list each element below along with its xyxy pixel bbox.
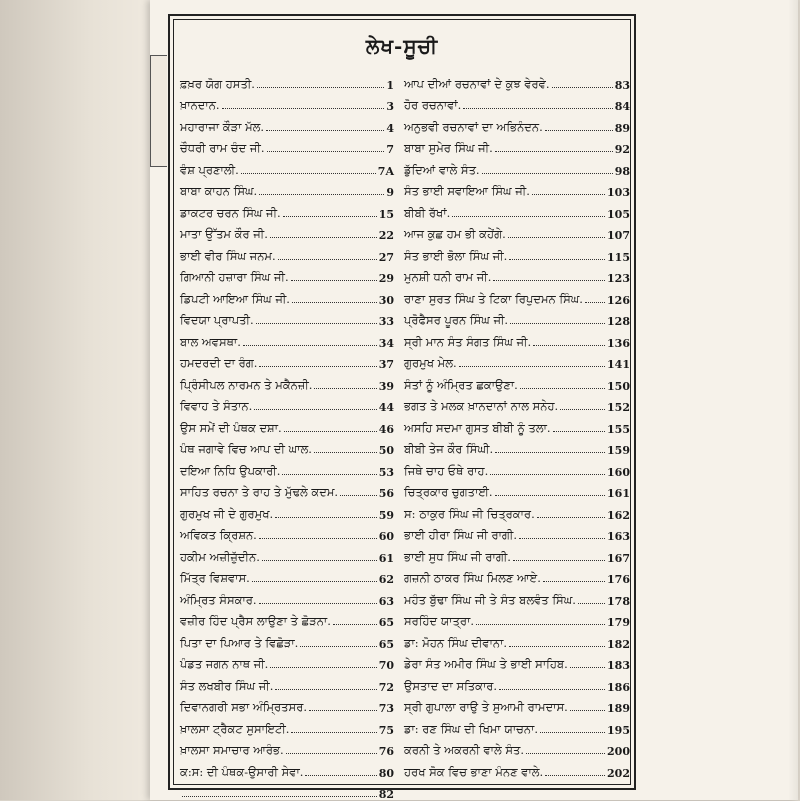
toc-entry-page-number: 61 [379, 552, 394, 565]
toc-entry [180, 694, 394, 716]
dot-leader [540, 731, 605, 733]
dot-leader [282, 473, 376, 475]
toc-entry-page-number: 182 [607, 638, 630, 651]
toc-entry-page-number: 72 [379, 681, 394, 694]
toc-entry-page-number: 7 [386, 143, 394, 156]
toc-entry-title: ਚਿਤ੍ਰਕਾਰ ਚੁਗਤਾਈ. [404, 485, 493, 500]
toc-entry-page-number: 33 [379, 315, 394, 328]
toc-entry-page-number: 53 [379, 466, 394, 479]
toc-entry-page-number: 152 [607, 401, 630, 414]
toc-entry-page-number: 161 [607, 487, 630, 500]
toc-entry-page-number: 195 [607, 724, 630, 737]
dot-leader [254, 408, 376, 410]
toc-entry-title: ਅਸਹਿ ਸਦਮਾ ਗੁਸਤ ਬੀਬੀ ਨੂੰ ਤਲਾ. [404, 421, 551, 436]
toc-entry-title: ਭਾਈ ਵੀਰ ਸਿੰਘ ਜਨਮ. [180, 249, 276, 264]
toc-entry-title: ਦਇਆ ਨਿਧਿ ਉਪਕਾਰੀ. [180, 464, 280, 479]
toc-entry-page-number: 155 [607, 423, 630, 436]
toc-entry-page-number: 76 [379, 745, 394, 758]
toc-entry-page-number: 178 [607, 595, 630, 608]
dot-leader [314, 451, 377, 453]
toc-entry-title: ਖ਼ਾਲਸਾ ਸਮਾਚਾਰ ਆਰੰਭ. [180, 743, 284, 758]
toc-entry [404, 672, 630, 694]
toc-entry-page-number: 176 [607, 573, 630, 586]
toc-entry [180, 737, 394, 759]
dot-leader [509, 258, 605, 260]
toc-entry-title: ਭਾਈ ਹੀਰਾ ਸਿੰਘ ਜੀ ਰਾਗੀ. [404, 528, 517, 543]
toc-entry [404, 758, 630, 780]
toc-entry-title: ਸ੍ਰੀ ਮਾਨ ਸੰਤ ਸੰਗਤ ਸਿੰਘ ਜੀ. [404, 335, 531, 350]
toc-entry-title: ਸਾਹਿਤ ਰਚਨਾ ਤੇ ਰਾਹ ਤੇ ਮੁੱਢਲੇ ਕਦਮ. [180, 485, 338, 500]
toc-entry [404, 715, 630, 737]
toc-entry-title: ਡਿਪਟੀ ਆਇਆ ਸਿੰਘ ਜੀ. [180, 292, 290, 307]
dot-leader [291, 731, 376, 733]
toc-entry [404, 221, 630, 243]
dot-leader [459, 365, 605, 367]
toc-entry-title: ਡੇਰਾ ਸੰਤ ਅਮੀਰ ਸਿੰਘ ਤੇ ਭਾਈ ਸਾਹਿਬ. [404, 657, 568, 672]
dot-leader [499, 688, 605, 690]
toc-entry [180, 479, 394, 501]
toc-entry-title: ਡਾਕਟਰ ਚਰਨ ਸਿੰਘ ਜੀ. [180, 206, 281, 221]
toc-entry [180, 70, 394, 92]
toc-entry [180, 457, 394, 479]
dot-leader [526, 752, 605, 754]
toc-entry-page-number: 65 [379, 616, 394, 629]
dot-leader [493, 279, 605, 281]
dot-leader [259, 365, 376, 367]
toc-entry-title: ਸੰਤ ਭਾਈ ਭੋਲਾ ਸਿੰਘ ਜੀ. [404, 249, 507, 264]
toc-entry-title: ਸੰਤਾਂ ਨੂੰ ਅੰਮ੍ਰਿਤ ਛਕਾਉਣਾ. [404, 378, 518, 393]
dot-leader [222, 107, 385, 109]
toc-entry-page-number: 80 [379, 767, 394, 780]
toc-entry [404, 264, 630, 286]
toc-entry-title: ਵੰਸ਼ ਪ੍ਰਣਾਲੀ. [180, 163, 239, 178]
toc-entry-page-number: 63 [379, 595, 394, 608]
toc-entry-title: ਭਗਤ ਤੇ ਮਲਕ ਖ਼ਾਨਦਾਨਾਂ ਨਾਲ ਸਨੇਹ. [404, 399, 558, 414]
dot-leader [532, 193, 605, 195]
dot-leader [283, 215, 377, 217]
toc-entry [180, 586, 394, 608]
toc-entry [180, 92, 394, 114]
toc-entry [180, 608, 394, 630]
dot-leader [284, 430, 377, 432]
dot-leader [545, 129, 613, 131]
toc-entry [180, 178, 394, 200]
dot-leader [300, 645, 376, 647]
toc-entry-page-number: 84 [615, 100, 630, 113]
toc-entry-title: ਗੁਰਮੁਖ ਮੇਲ. [404, 356, 457, 371]
toc-entry [404, 242, 630, 264]
toc-entry-page-number: 159 [607, 444, 630, 457]
toc-entry-page-number: 4 [386, 122, 394, 135]
background-previous-page [0, 0, 150, 800]
toc-entry-title: ਸ: ਠਾਕੁਰ ਸਿੰਘ ਜੀ ਚਿਤ੍ਰਕਾਰ. [404, 507, 535, 522]
dot-leader [560, 408, 605, 410]
toc-entry [180, 371, 394, 393]
toc-entry-page-number: 39 [379, 380, 394, 393]
dot-leader [490, 473, 605, 475]
dot-leader [463, 107, 612, 109]
toc-entry [180, 242, 394, 264]
toc-entry-page-number: 3 [386, 100, 394, 113]
toc-entry [404, 178, 630, 200]
dot-leader [340, 494, 377, 496]
toc-entry-page-number: 163 [607, 530, 630, 543]
toc-entry [404, 565, 630, 587]
toc-entry-page-number: 92 [615, 143, 630, 156]
toc-entry [180, 758, 394, 780]
toc-entry [404, 113, 630, 135]
toc-entry [404, 694, 630, 716]
toc-entry [404, 156, 630, 178]
dot-leader [508, 236, 605, 238]
toc-entry-page-number: 62 [379, 573, 394, 586]
toc-entry-title: ਮੁਨਸ਼ੀ ਧਨੀ ਰਾਮ ਜੀ. [404, 270, 491, 285]
dot-leader [270, 236, 377, 238]
toc-entry-title: ਰਾਣਾ ਸੁਰਤ ਸਿੰਘ ਤੇ ਟਿਕਾ ਰਿਪੁਦਮਨ ਸਿੰਘ. [404, 292, 583, 307]
toc-entry-title: ਗੁਰਮੁਖ ਜੀ ਦੇ ਗੁਰਮੁਖ. [180, 507, 273, 522]
toc-entry [404, 586, 630, 608]
toc-entry-title: ਖ਼ਾਲਸਾ ਟ੍ਰੈਕਟ ਸੁਸਾਇਟੀ. [180, 722, 289, 737]
toc-entry-page-number: 27 [379, 251, 394, 264]
dot-leader [270, 666, 376, 668]
toc-entry-title: ਆਜ ਕੁਛ ਹਮ ਭੀ ਕਹੇਂਗੇ. [404, 227, 506, 242]
toc-entry [404, 285, 630, 307]
toc-entry [404, 629, 630, 651]
toc-entry-page-number: 30 [379, 294, 394, 307]
dot-leader [259, 537, 377, 539]
toc-entry-title: ਖ਼ਾਨਦਾਨ. [180, 98, 220, 113]
dot-leader [452, 215, 605, 217]
dot-leader [537, 516, 605, 518]
toc-entry-page-number: 202 [607, 767, 630, 780]
toc-entry [404, 651, 630, 673]
toc-entry-title: ਬੀਬੀ ਰੱਖਾਂ. [404, 206, 450, 221]
toc-entry-page-number: 34 [379, 337, 394, 350]
toc-entry-title: ਸ੍ਰੀ ਗੁਪਾਲਾ ਰਾਉ ਤੇ ਸੁਆਮੀ ਰਾਮਦਾਸ. [404, 700, 568, 715]
toc-entry-title: ਭਾਈ ਸੁਧ ਸਿੰਘ ਜੀ ਰਾਗੀ. [404, 550, 511, 565]
toc-entry-title: ਬਾਲ ਅਵਸਥਾ. [180, 335, 241, 350]
toc-entry [180, 565, 394, 587]
toc-entry-page-number: 128 [607, 315, 630, 328]
toc-entry-page-number: 44 [379, 401, 394, 414]
toc-entry [404, 371, 630, 393]
toc-entry-title: ਮਾਤਾ ਉੱਤਮ ਕੌਰ ਜੀ. [180, 227, 268, 242]
dot-leader [286, 752, 377, 754]
dot-leader [314, 387, 376, 389]
dot-leader [243, 344, 377, 346]
toc-entry [180, 500, 394, 522]
toc-entry-page-number: 75 [379, 724, 394, 737]
toc-entry-title: ਸੰਤ ਭਾਈ ਸਵਾਇਆ ਸਿੰਘ ਜੀ. [404, 184, 530, 199]
toc-entry [404, 307, 630, 329]
dot-leader [519, 537, 605, 539]
dot-leader [267, 150, 385, 152]
dot-leader [495, 451, 605, 453]
dot-leader [292, 301, 377, 303]
toc-entry [180, 264, 394, 286]
toc-entry-page-number: 160 [607, 466, 630, 479]
toc-entry [180, 221, 394, 243]
toc-entry-page-number: 186 [607, 681, 630, 694]
toc-entry-page-number: 65 [379, 638, 394, 651]
toc-entry-page-number: 150 [607, 380, 630, 393]
dot-leader [275, 688, 376, 690]
toc-entry [180, 629, 394, 651]
toc-entry-title: ਮਹੰਤ ਬੁੱਢਾ ਸਿੰਘ ਜੀ ਤੇ ਸੰਤ ਬਲਵੰਤ ਸਿੰਘ. [404, 593, 576, 608]
dot-leader [513, 559, 605, 561]
toc-entry [180, 436, 394, 458]
toc-entry-page-number: 167 [607, 552, 630, 565]
toc-entry-page-number: 183 [607, 659, 630, 672]
toc-entry-title: ਹਰਖ ਸੋਕ ਵਿਚ ਭਾਣਾ ਮੰਨਣ ਵਾਲੇ. [404, 765, 543, 780]
dot-leader [585, 301, 605, 303]
toc-entry [404, 393, 630, 415]
toc-entry-title: ਵਿਵਾਹ ਤੇ ਸੰਤਾਨ. [180, 399, 252, 414]
toc-entry-title: ਹਕੀਮ ਅਜ਼ੀਜ਼ੁੱਦੀਨ. [180, 550, 260, 565]
toc-entry-title: ਡਾ: ਮੋਹਨ ਸਿੰਘ ਦੀਵਾਨਾ. [404, 636, 507, 651]
toc-entry-title: ਵਿਦਯਾ ਪ੍ਰਾਪਤੀ. [180, 313, 254, 328]
toc-entry-title: ਡਾ: ਰਣ ਸਿੰਘ ਦੀ ਖਿਮਾ ਯਾਚਨਾ. [404, 722, 538, 737]
dot-leader [520, 387, 605, 389]
toc-entry-page-number: 82 [379, 788, 394, 801]
toc-entry-title: ਮਹਾਰਾਜਾ ਕੌੜਾ ਮੱਲ. [180, 120, 264, 135]
dot-leader [266, 129, 384, 131]
toc-entry-title: ਕ:ਸ: ਦੀ ਪੰਥਕ-ਉਸਾਰੀ ਸੇਵਾ. [180, 765, 303, 780]
toc-entry-page-number: 105 [607, 208, 630, 221]
toc-entry-title: ਪ੍ਰੋਫੈਸਰ ਪੂਰਨ ਸਿੰਘ ਜੀ. [404, 313, 508, 328]
toc-entry-title: ਹਮਦਰਦੀ ਦਾ ਰੰਗ. [180, 356, 257, 371]
toc-entry-page-number: 115 [607, 251, 630, 264]
toc-entry-page-number: 1 [386, 79, 394, 92]
toc-entry-page-number: 98 [615, 165, 630, 178]
dot-leader [495, 150, 613, 152]
toc-entry [180, 672, 394, 694]
dot-leader [552, 86, 613, 88]
toc-entry-page-number: 126 [607, 294, 630, 307]
toc-entry-page-number: 50 [379, 444, 394, 457]
toc-entry [180, 393, 394, 415]
dot-leader [278, 258, 377, 260]
dot-leader [509, 645, 605, 647]
dot-leader [305, 774, 376, 776]
toc-entry-title: ਗਿਆਨੀ ਹਜ਼ਾਰਾ ਸਿੰਘ ਜੀ. [180, 270, 289, 285]
page-title: ਲੇਖ-ਸੂਚੀ [168, 34, 636, 58]
page-edge-tab [150, 55, 167, 167]
toc-entry-title: ਅੰਮ੍ਰਿਤ ਸੰਸਕਾਰ. [180, 593, 257, 608]
toc-entry-page-number: 70 [379, 659, 394, 672]
toc-entry-page-number: 141 [607, 358, 630, 371]
toc-entry [404, 479, 630, 501]
toc-entry-page-number: 29 [379, 272, 394, 285]
dot-leader [275, 516, 376, 518]
toc-entry-title: ਮਿੱਤ੍ਰ ਵਿਸ਼ਵਾਸ. [180, 571, 250, 586]
dot-leader [476, 623, 605, 625]
toc-entry-title: ਵਜ਼ੀਰ ਹਿੰਦ ਪ੍ਰੈਸ ਲਾਉਣਾ ਤੇ ਛੋੜਨਾ. [180, 614, 331, 629]
dot-leader [495, 494, 605, 496]
toc-entry [180, 135, 394, 157]
toc-entry [404, 457, 630, 479]
dot-leader [309, 709, 377, 711]
toc-entry-page-number: 15 [379, 208, 394, 221]
toc-entry [404, 199, 630, 221]
toc-entry [404, 135, 630, 157]
toc-entry [404, 522, 630, 544]
toc-entry-page-number: 83 [615, 79, 630, 92]
toc-entry-page-number: 103 [607, 186, 630, 199]
dot-leader [259, 193, 384, 195]
dot-leader [533, 344, 605, 346]
dot-leader [570, 666, 605, 668]
toc-entry [180, 715, 394, 737]
toc-entry-title: ਉਸ ਸਮੇਂ ਦੀ ਪੰਥਕ ਦਸ਼ਾ. [180, 421, 282, 436]
toc-entry [180, 285, 394, 307]
toc-entry-title: ਪਿਤਾ ਦਾ ਪਿਆਰ ਤੇ ਵਿਛੋੜਾ. [180, 636, 298, 651]
toc-entry [404, 350, 630, 372]
toc-entry [180, 522, 394, 544]
contents-left-column [180, 70, 394, 801]
toc-entry [180, 156, 394, 178]
toc-entry-page-number: 60 [379, 530, 394, 543]
toc-entry-page-number: 22 [379, 229, 394, 242]
toc-entry [180, 543, 394, 565]
dot-leader [333, 623, 377, 625]
dot-leader [482, 172, 613, 174]
toc-entry [404, 436, 630, 458]
toc-entry [404, 737, 630, 759]
toc-entry [404, 608, 630, 630]
toc-entry-title: ਪੰਡਤ ਜਗਨ ਨਾਥ ਜੀ. [180, 657, 268, 672]
dot-leader [553, 430, 605, 432]
toc-entry [404, 328, 630, 350]
toc-entry [404, 92, 630, 114]
toc-entry-title: ਕਰਨੀ ਤੇ ਅਕਰਨੀ ਵਾਲੇ ਸੰਤ. [404, 743, 524, 758]
dot-leader [256, 322, 377, 324]
toc-entry-title: ਗਜ਼ਨੀ ਠਾਕਰ ਸਿੰਘ ਮਿਲਣ ਆਏ. [404, 571, 541, 586]
toc-entry-page-number: 107 [607, 229, 630, 242]
toc-entry-title: ਬਾਬਾ ਕਾਹਨ ਸਿੰਘ. [180, 184, 257, 199]
dot-leader [182, 795, 377, 797]
toc-entry-title: ਚੌਧਰੀ ਰਾਮ ਚੰਦ ਜੀ. [180, 141, 265, 156]
toc-entry-page-number: 37 [379, 358, 394, 371]
toc-entry-page-number: 189 [607, 702, 630, 715]
dot-leader [510, 322, 605, 324]
toc-entry-title: ਉਸਤਾਦ ਦਾ ਸਤਿਕਾਰ. [404, 679, 497, 694]
dot-leader [570, 709, 605, 711]
toc-entry-title: ਅਨੁਭਵੀ ਰਚਨਾਵਾਂ ਦਾ ਅਭਿਨੰਦਨ. [404, 120, 543, 135]
toc-entry [404, 543, 630, 565]
toc-entry-page-number: 162 [607, 509, 630, 522]
dot-leader [257, 86, 384, 88]
toc-entry-page-number: 9 [386, 186, 394, 199]
toc-entry-title: ਜਿਥੇ ਚਾਹ ਓਥੇ ਰਾਹ. [404, 464, 488, 479]
toc-entry-page-number: 200 [607, 745, 630, 758]
dot-leader [545, 774, 605, 776]
toc-entry [180, 414, 394, 436]
dot-leader [578, 602, 605, 604]
toc-entry-title: ਸੰਤ ਲਖਬੀਰ ਸਿੰਘ ਜੀ. [180, 679, 273, 694]
toc-entry [180, 780, 394, 801]
toc-entry [180, 113, 394, 135]
toc-entry [180, 328, 394, 350]
toc-entry [180, 307, 394, 329]
toc-entry-page-number: 123 [607, 272, 630, 285]
toc-entry-title: ਆਪ ਦੀਆਂ ਰਚਨਾਵਾਂ ਦੇ ਕੁਝ ਵੇਰਵੇ. [404, 77, 550, 92]
toc-entry-page-number: 179 [607, 616, 630, 629]
toc-entry-title: ਅਵਿਕਤ ਕ੍ਰਿਸ਼ਨ. [180, 528, 257, 543]
toc-entry-title: ਪੰਥ ਜਗਾਵੇ ਵਿਚ ਆਪ ਦੀ ਘਾਲ. [180, 442, 312, 457]
dot-leader [241, 172, 376, 174]
toc-entry-title: ਡੁੱਦਿਆਂ ਵਾਲੇ ਸੰਤ. [404, 163, 480, 178]
toc-entry [180, 199, 394, 221]
toc-entry [404, 70, 630, 92]
toc-entry [404, 414, 630, 436]
toc-entry-page-number: 46 [379, 423, 394, 436]
toc-entry-title: ਸਰਹਿੰਦ ਯਾਤ੍ਰਾ. [404, 614, 474, 629]
toc-entry-page-number: 7A [378, 165, 394, 178]
dot-leader [262, 559, 377, 561]
dot-leader [252, 580, 377, 582]
toc-entry [404, 500, 630, 522]
toc-entry-title: ਬਾਬਾ ਸੁਮੇਰ ਸਿੰਘ ਜੀ. [404, 141, 493, 156]
contents-right-column [404, 70, 630, 780]
toc-entry-page-number: 56 [379, 487, 394, 500]
toc-entry-page-number: 59 [379, 509, 394, 522]
toc-entry-title: ਪ੍ਰਿੰਸੀਪਲ ਨਾਰਮਨ ਤੇ ਮਕੈਨਜ਼ੀ. [180, 378, 312, 393]
toc-entry-page-number: 89 [615, 122, 630, 135]
toc-entry [180, 651, 394, 673]
toc-entry-page-number: 73 [379, 702, 394, 715]
toc-entry-title: ਦਿਵਾਨਗਰੀ ਸਭਾ ਅੰਮ੍ਰਿਤਸਰ. [180, 700, 307, 715]
dot-leader [543, 580, 605, 582]
toc-entry-title: ਬੀਬੀ ਤੇਜ ਕੌਰ ਸਿੰਘੀ. [404, 442, 493, 457]
toc-entry [180, 350, 394, 372]
toc-entry-title: ਹੋਰ ਰਚਨਾਵਾਂ. [404, 98, 461, 113]
toc-entry-title: ਫ਼ਖ਼ਰ ਯੋਗ ਹਸਤੀ. [180, 77, 255, 92]
dot-leader [259, 602, 377, 604]
toc-entry-page-number: 136 [607, 337, 630, 350]
dot-leader [291, 279, 377, 281]
